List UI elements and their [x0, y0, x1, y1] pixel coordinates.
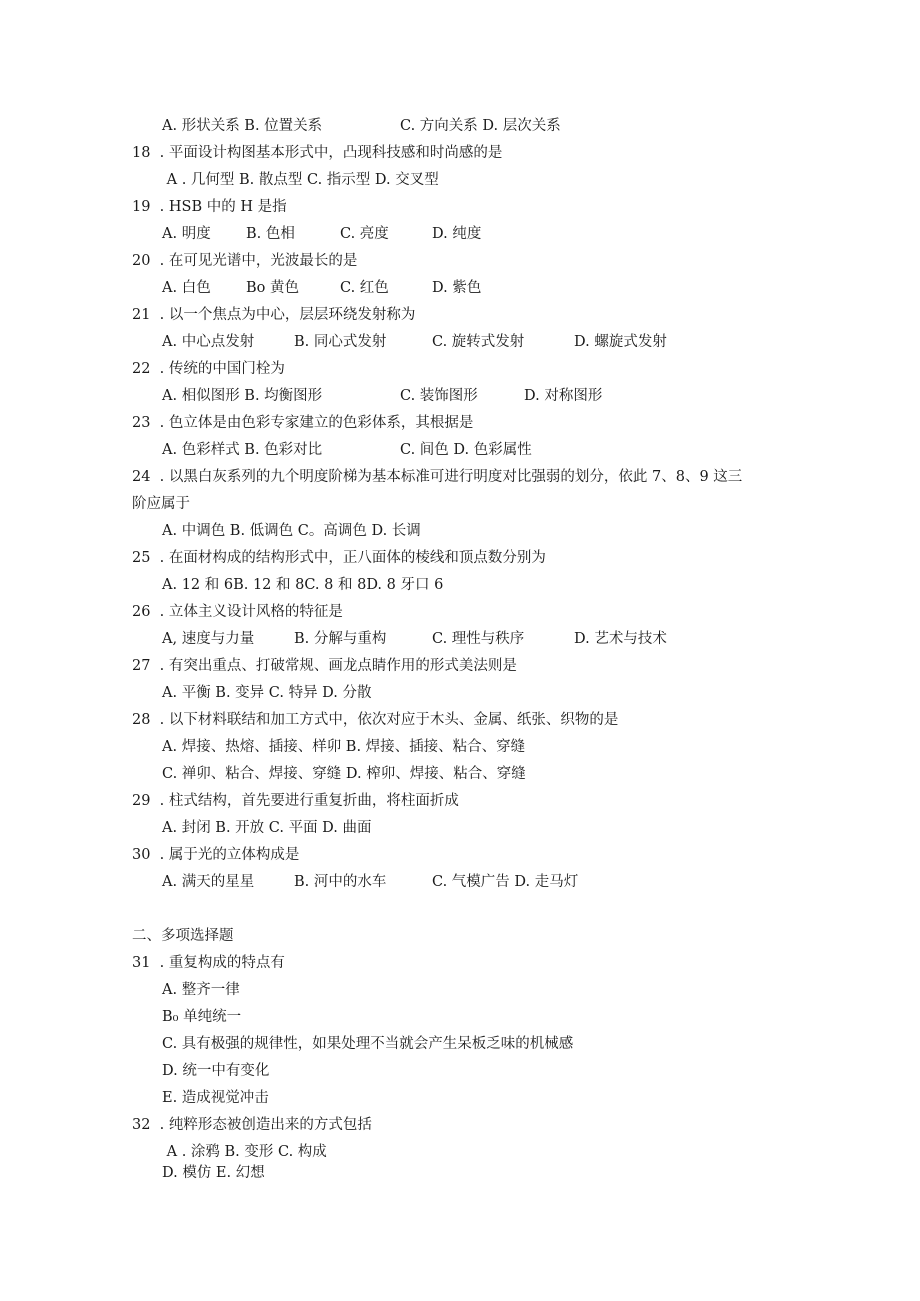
question-28: 28 . 以下材料联结和加工方式中，依次对应于木头、金属、纸张、织物的是	[132, 712, 619, 728]
question-31-option-c: C. 具有极强的规律性，如果处理不当就会产生呆板乏味的机械感	[162, 1036, 574, 1052]
question-19-option-c: C. 亮度	[340, 226, 389, 242]
question-20: 20 . 在可见光谱中，光波最长的是	[132, 253, 358, 269]
question-22: 22 . 传统的中国门栓为	[132, 361, 285, 377]
question-19-option-a: A. 明度	[162, 226, 211, 242]
question-19-option-b: B. 色相	[246, 226, 295, 242]
question-26-option-c: C. 理性与秩序	[432, 631, 525, 647]
question-21-option-d: D. 螺旋式发射	[574, 334, 667, 350]
question-30-option-a: A. 满天的星星	[162, 874, 255, 890]
question-29: 29 . 柱式结构，首先要进行重复折曲，将柱面折成	[132, 793, 459, 809]
question-21-option-c: C. 旋转式发射	[432, 334, 525, 350]
question-30: 30 . 属于光的立体构成是	[132, 847, 300, 863]
question-21: 21 . 以一个焦点为中心，层层环绕发射称为	[132, 307, 416, 323]
question-20-option-b: Bo 黄色	[246, 280, 299, 296]
question-20-option-c: C. 红色	[340, 280, 389, 296]
question-23: 23 . 色立体是由色彩专家建立的色彩体系，其根据是	[132, 415, 474, 431]
question-30-option-b: B. 河中的水车	[294, 874, 387, 890]
question-18-options: A . 几何型 B. 散点型 C. 指示型 D. 交叉型	[162, 172, 439, 188]
q17-options-cd: C. 方向关系 D. 层次关系	[400, 118, 561, 134]
question-24: 24 . 以黑白灰系列的九个明度阶梯为基本标准可进行明度对比强弱的划分，依此 7、8、9 这三	[132, 469, 743, 485]
question-23-options-ab: A. 色彩样式 B. 色彩对比	[162, 442, 323, 458]
question-26-option-d: D. 艺术与技术	[574, 631, 667, 647]
question-20-option-d: D. 紫色	[432, 280, 482, 296]
question-31-option-d: D. 统一中有变化	[162, 1063, 270, 1079]
question-22-options-ab: A. 相似图形 B. 均衡图形	[162, 388, 323, 404]
question-32-options-abc: A . 涂鸦 B. 变形 C. 构成	[162, 1144, 327, 1160]
question-31-option-b: B₀ 单纯统一	[162, 1009, 242, 1025]
question-18: 18 . 平面设计构图基本形式中，凸现科技感和时尚感的是	[132, 145, 503, 161]
question-24-continued: 阶应属于	[132, 496, 190, 512]
question-25: 25 . 在面材构成的结构形式中，正八面体的棱线和顶点数分别为	[132, 550, 546, 566]
q17-options-ab: A. 形状关系 B. 位置关系	[162, 118, 323, 134]
question-32: 32 . 纯粹形态被创造出来的方式包括	[132, 1117, 372, 1133]
question-21-option-b: B. 同心式发射	[294, 334, 387, 350]
section-heading-multiple-choice: 二、多项选择题	[132, 928, 234, 944]
question-27: 27 . 有突出重点、打破常规、画龙点睛作用的形式美法则是	[132, 658, 517, 674]
question-23-options-cd: C. 间色 D. 色彩属性	[400, 442, 532, 458]
question-28-options-cd: C. 禅卯、粘合、焊接、穿缝 D. 榨卯、焊接、粘合、穿缝	[162, 766, 526, 782]
question-25-options: A. 12 和 6B. 12 和 8C. 8 和 8D. 8 牙口 6	[162, 577, 444, 593]
question-31-option-a: A. 整齐一律	[162, 982, 240, 998]
question-31: 31 . 重复构成的特点有	[132, 955, 285, 971]
question-19: 19 . HSB 中的 H 是指	[132, 199, 287, 215]
question-29-options: A. 封闭 B. 开放 C. 平面 D. 曲面	[162, 820, 372, 836]
question-32-options-de: D. 模仿 E. 幻想	[162, 1165, 265, 1181]
question-26-option-b: B. 分解与重构	[294, 631, 387, 647]
question-20-option-a: A. 白色	[162, 280, 211, 296]
question-24-options: A. 中调色 B. 低调色 C。高调色 D. 长调	[162, 523, 421, 539]
question-22-option-d: D. 对称图形	[524, 388, 603, 404]
question-30-options-cd: C. 气模广告 D. 走马灯	[432, 874, 579, 890]
question-27-options: A. 平衡 B. 变异 C. 特异 D. 分散	[162, 685, 372, 701]
question-31-option-e: E. 造成视觉冲击	[162, 1090, 269, 1106]
question-22-option-c: C. 装饰图形	[400, 388, 478, 404]
question-28-options-ab: A. 焊接、热熔、插接、样卯 B. 焊接、插接、粘合、穿缝	[162, 739, 526, 755]
question-26-option-a: A, 速度与力量	[162, 631, 255, 647]
question-19-option-d: D. 纯度	[432, 226, 482, 242]
question-26: 26 . 立体主义设计风格的特征是	[132, 604, 343, 620]
question-21-option-a: A. 中心点发射	[162, 334, 255, 350]
